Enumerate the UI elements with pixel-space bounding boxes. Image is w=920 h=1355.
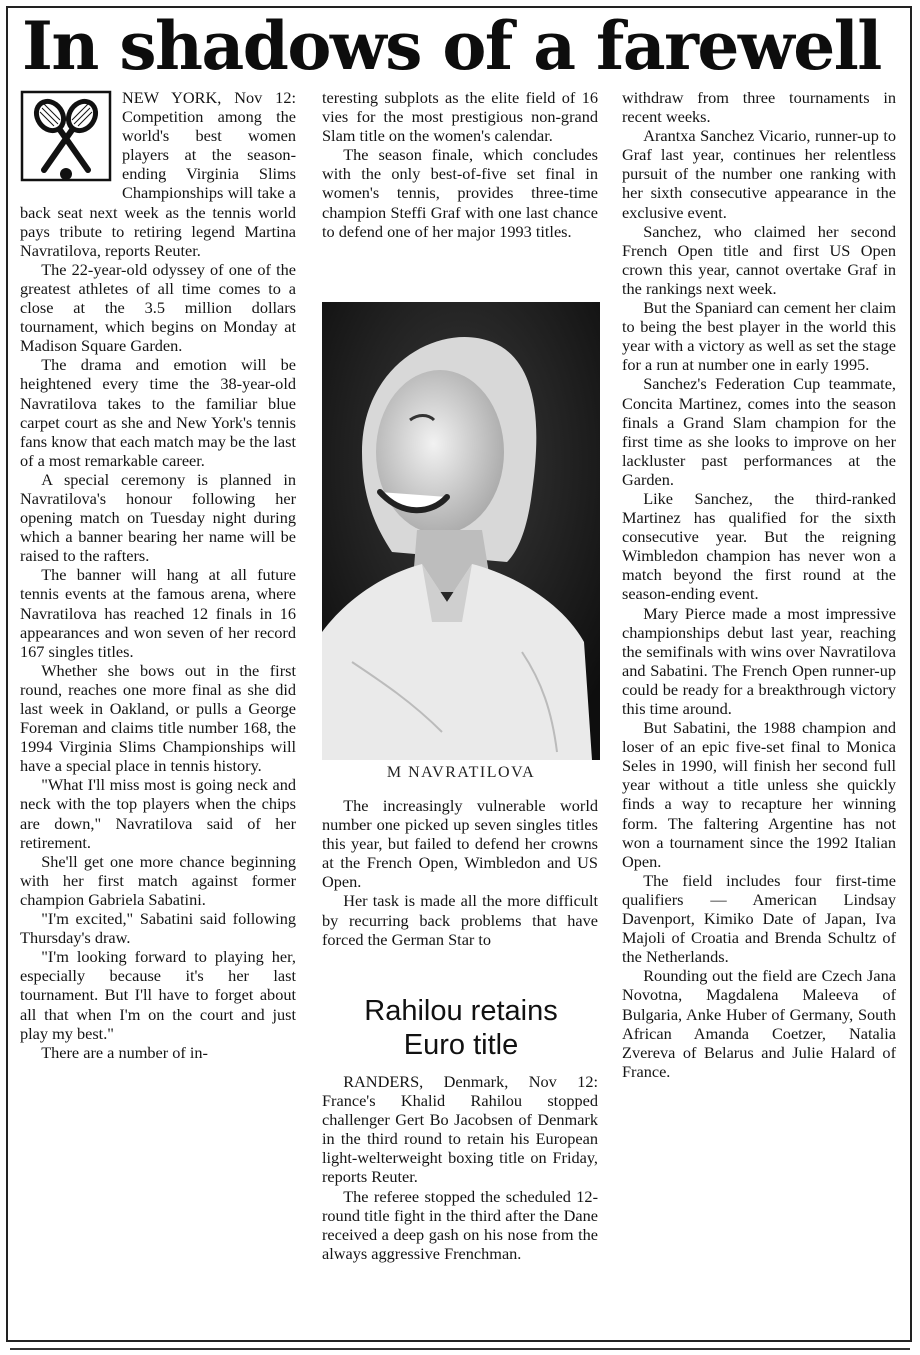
paragraph: But the Spaniard can cement her claim to being the best player in the world this year with a victory as well as set the stage for a run at number one in early 1995. (622, 298, 896, 375)
sub-headline-line-2: Euro title (403, 1029, 519, 1061)
paragraph: The banner will hang at all future tennis events at the famous arena, where Navratilova has reached 12 finals in 16 appearances and won seven of her record 167 singles titles. (20, 565, 296, 661)
paragraph: The season finale, which concludes with the only best-of-five set final in women's tennis, provides three-time champion Steffi Graf with one last chance to defend one of her major 1993 titles. (322, 145, 598, 241)
dateline: NEW YORK, Nov 12: (122, 88, 296, 107)
paragraph: NEW YORK, Nov 12: Competition among the world's best women players at the season-ending Virginia Slims Championships will take a back seat next week as the tennis world pays tribute to retiring legend Martina Navratilova, reports Reuter. (20, 88, 296, 260)
paragraph: The 22-year-old odyssey of one of the greatest athletes of all time comes to a close at the 3.5 million dollars tournament, which begins on Monday at Madison Square Garden. (20, 259, 296, 356)
column-2-middle (322, 796, 598, 949)
paragraph: The field includes four first-time qualifiers — American Lindsay Davenport, Kimiko Date of Japan, Iva Majoli of Croatia and Brenda Schultz of the Netherlands. (622, 870, 896, 967)
paragraph: She'll get one more chance beginning with her first match against former champion Gabriela Sabatini. (20, 851, 296, 909)
sub-headline-line-1: Rahilou retains (364, 995, 558, 1027)
paragraph: Sanchez's Federation Cup teammate, Concita Martinez, comes into the season finals a Grand Slam champion for the first time as she looks to improve on her lackluster past performances at the Garden. (622, 374, 896, 489)
sub-story-body (322, 1072, 598, 1263)
paragraph: RANDERS, Denmark, Nov 12: France's Khalid Rahilou stopped challenger Gert Bo Jacobsen of Denmark in the third round to retain his European light-welterweight boxing title on Friday, reports Reuter. (322, 1072, 598, 1187)
bottom-rule (10, 1348, 910, 1350)
headline: In shadows of a farewell (22, 7, 881, 85)
column-1 (20, 88, 296, 1062)
sub-story-headline (322, 994, 600, 1066)
paragraph: "I'm excited," Sabatini said following Thursday's draw. (20, 909, 296, 948)
paragraph: The referee stopped the scheduled 12-round title fight in the third after the Dane received a deep gash on his nose from the always aggressive Frenchman. (322, 1186, 598, 1263)
paragraph: "I'm looking forward to playing her, especially because it's her last tournament. But I'll have to forget about all that when I'm on the court and just play my best." (20, 947, 296, 1043)
paragraph: Her task is made all the more difficult by recurring back problems that have forced the German Star to (322, 891, 598, 949)
paragraph: There are a number of in- (41, 1042, 208, 1062)
paragraph: A special ceremony is planned in Navratilova's honour following her opening match on Tuesday night during which a banner bearing her name will be raised to the rafters. (20, 469, 296, 566)
navratilova-photo (322, 302, 600, 760)
paragraph: Like Sanchez, the third-ranked Martinez has qualified for the sixth consecutive year. But the reigning Wimbledon champion has never won a match beyond the first round at the season-ending event. (622, 488, 896, 604)
paragraph: The increasingly vulnerable world number one picked up seven singles titles this year, but failed to defend her crowns at the French Open, Wimbledon and US Open. (322, 796, 598, 892)
paragraph: But Sabatini, the 1988 champion and loser of an epic five-set final to Monica Seles in 1990, will finish her second full year without a title unless she quickly finds a way to recapture her winning form. The faltering Argentine has not won a tournament since the 1992 Italian Open. (622, 718, 896, 871)
paragraph: Mary Pierce made a most impressive championships debut last year, reaching the semifinals with wins over Navratilova and Sabatini. The French Open runner-up could be ready for a breakthrough victory this time around. (622, 603, 896, 718)
paragraph: withdraw from three tournaments in recent weeks. (622, 88, 896, 127)
paragraph: Sanchez, who claimed her second French Open title and first US Open crown this year, cannot overtake Graf in the rankings next week. (622, 221, 896, 298)
sub-story-dateline: RANDERS, Denmark, Nov 12: (343, 1072, 598, 1091)
photo-caption: M NAVRATILOVA (386, 764, 536, 781)
paragraph: teresting subplots as the elite field of 16 vies for the most prestigious non-grand Slam title on the women's calendar. (322, 88, 598, 146)
paragraph: The drama and emotion will be heightened every time the 38-year-old Navratilova takes to the familiar blue carpet court as she and New York's tennis fans know that each match may be the last of a most remarkable career. (20, 355, 296, 470)
column-2-top (322, 88, 598, 241)
crossed-tennis-rackets-icon (20, 90, 112, 182)
paragraph: Rounding out the field are Czech Jana Novotna, Magdalena Maleeva of Bulgaria, Anke Huber of Germany, South African Amanda Coetzer, Natalia Zvereva of Belarus and Julie Halard of France. (622, 966, 896, 1081)
paragraph: Whether she bows out in the first round, reaches one more final as she did last week in Oakland, or pulls a George Foreman and claims title number 168, the 1994 Virginia Slims Championships will have a special place in tennis history. (20, 660, 296, 776)
tennis-logo (20, 90, 112, 182)
paragraph: Arantxa Sanchez Vicario, runner-up to Graf last year, continues her relentless pursuit of the number one ranking with her sixth consecutive appearance in the exclusive event. (622, 126, 896, 222)
paragraph: "What I'll miss most is going neck and neck with the top players when the chips are down," Navratilova said of her retirement. (20, 775, 296, 852)
column-3 (622, 88, 896, 1081)
